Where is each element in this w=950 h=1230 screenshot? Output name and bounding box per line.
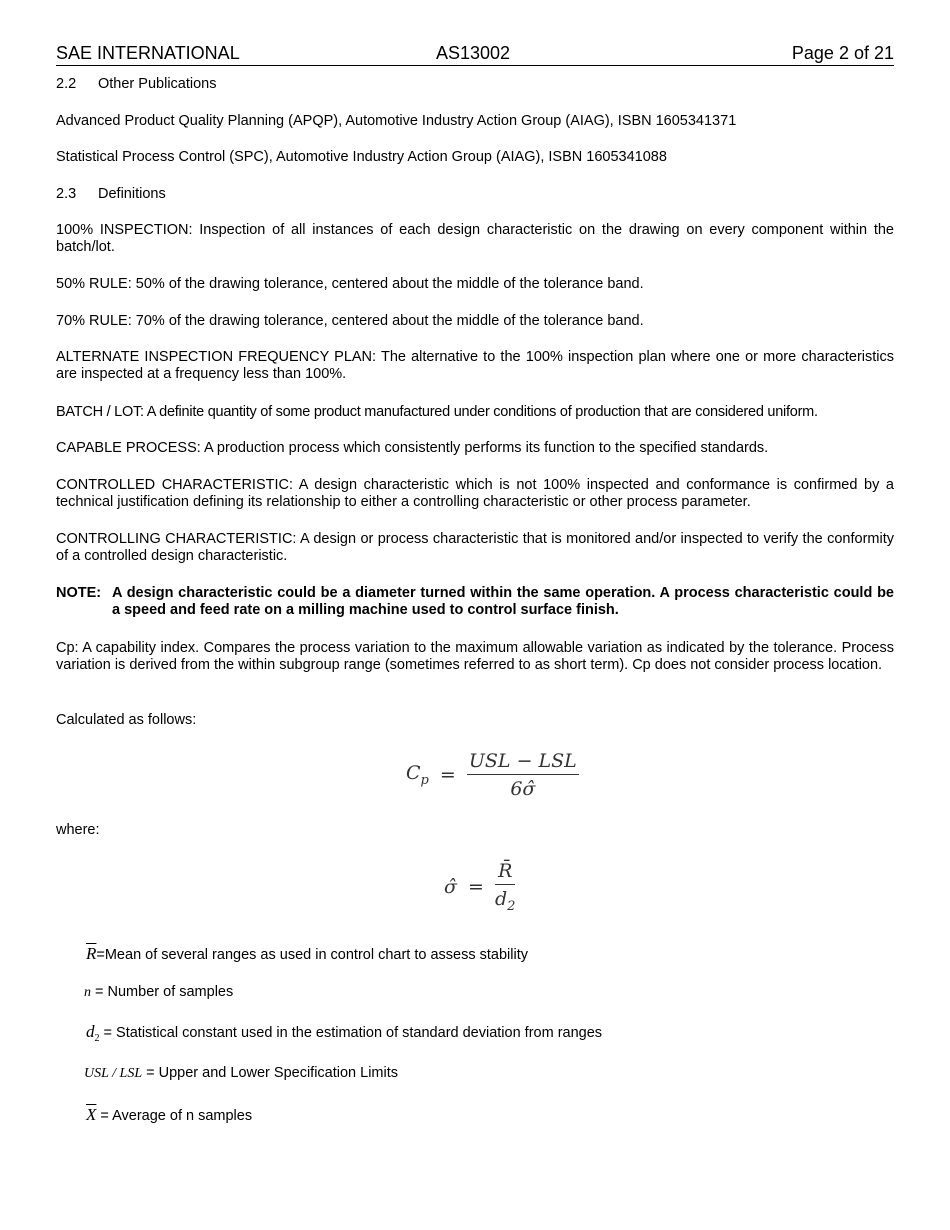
sigma-equals: = [468, 875, 484, 898]
sigma-fraction [495, 860, 515, 914]
calculated-as-follows: Calculated as follows: [56, 712, 197, 728]
symbol-usl-lsl-definition [84, 1065, 398, 1082]
definition-50-rule: 50% RULE: 50% of the drawing tolerance, centered about the middle of the tolerance band. [56, 276, 644, 292]
header-org: SAE INTERNATIONAL [56, 43, 240, 63]
usl-lsl-symbol: USL / LSL [84, 1066, 143, 1081]
cp-numerator: USL − LSL [467, 750, 579, 775]
section-2-3-heading: 2.3 Definitions [56, 186, 166, 202]
cp-definition: Cp: A capability index. Compares the process variation to the maximum allowable variation as indicated by the tolerance. Process variation is derived from the within subgroup range (sometimes referred to as short term). Cp does not consider process location. [56, 640, 894, 673]
xbar-symbol: $\overline{X}$ [86, 1105, 97, 1124]
note-block [56, 585, 894, 619]
cp-formula [406, 750, 579, 800]
definition-controlling-characteristic: CONTROLLING CHARACTERISTIC: A design or process characteristic that is monitored and/or inspected to verify the conformity of a controlled design characteristic. [56, 531, 894, 564]
xbar-text: = Average of n samples [96, 1108, 253, 1124]
page-header [56, 43, 894, 66]
sigma-denominator: d [495, 888, 508, 910]
n-text: = Number of samples [91, 984, 234, 1000]
definition-controlled-characteristic: CONTROLLED CHARACTERISTIC: A design characteristic which is not 100% inspected and conformance is confirmed by a technical justification defining its relationship to either a controlling characteristic or other process parameter. [56, 477, 894, 510]
definition-alternate-plan: ALTERNATE INSPECTION FREQUENCY PLAN: The alternative to the 100% inspection plan where one or more characteristics are inspected at a frequency less than 100%. [56, 349, 894, 382]
symbol-n-definition [84, 984, 233, 1001]
rbar-symbol: $\overline{R}$ [86, 944, 97, 963]
note-label: NOTE: [56, 585, 102, 601]
n-symbol: n [84, 985, 91, 1000]
symbol-d2-definition [86, 1022, 602, 1044]
header-page-number: Page 2 of 21 [791, 43, 894, 63]
definition-batch-lot: BATCH / LOT: A definite quantity of some product manufactured under conditions of production that are considered uniform. [56, 404, 818, 420]
publication-spc: Statistical Process Control (SPC), Automotive Industry Action Group (AIAG), ISBN 1605341088 [56, 149, 667, 165]
sigma-numerator: R̄ [495, 860, 515, 885]
usl-lsl-text: = Upper and Lower Specification Limits [142, 1065, 399, 1081]
sigma-denominator-subscript: 2 [507, 898, 516, 914]
where-label: where: [56, 822, 100, 838]
cp-symbol: C [406, 762, 421, 785]
note-text: A design characteristic could be a diameter turned within the same operation. A process characteristic could be a speed and feed rate on a milling machine used to control surface finish. [112, 585, 894, 618]
rbar-text: =Mean of several ranges as used in control chart to assess stability [96, 947, 528, 963]
d2-subscript: 2 [94, 1032, 100, 1044]
header-doc-number: AS13002 [436, 43, 511, 63]
cp-fraction [467, 750, 579, 800]
cp-denominator: 6σ̂ [510, 778, 536, 800]
symbol-xbar-definition [86, 1105, 252, 1125]
section-2-2-heading: 2.2 Other Publications [56, 76, 217, 92]
definition-70-rule: 70% RULE: 70% of the drawing tolerance, centered about the middle of the tolerance band. [56, 313, 644, 329]
sigma-formula [444, 860, 515, 914]
d2-text: = Statistical constant used in the estimation of standard deviation from ranges [99, 1025, 603, 1041]
sigma-hat-symbol: σ̂ [444, 875, 457, 898]
d2-symbol: d [86, 1022, 95, 1041]
symbol-rbar-definition [86, 944, 528, 964]
publication-apqp: Advanced Product Quality Planning (APQP), Automotive Industry Action Group (AIAG), ISBN 1605341371 [56, 113, 737, 129]
definition-capable-process: CAPABLE PROCESS: A production process which consistently performs its function to the specified standards. [56, 440, 769, 456]
cp-subscript: p [420, 772, 429, 788]
cp-equals: = [439, 764, 456, 786]
definition-100-inspection: 100% INSPECTION: Inspection of all instances of each design characteristic on the drawing on every component within the batch/lot. [56, 222, 894, 255]
